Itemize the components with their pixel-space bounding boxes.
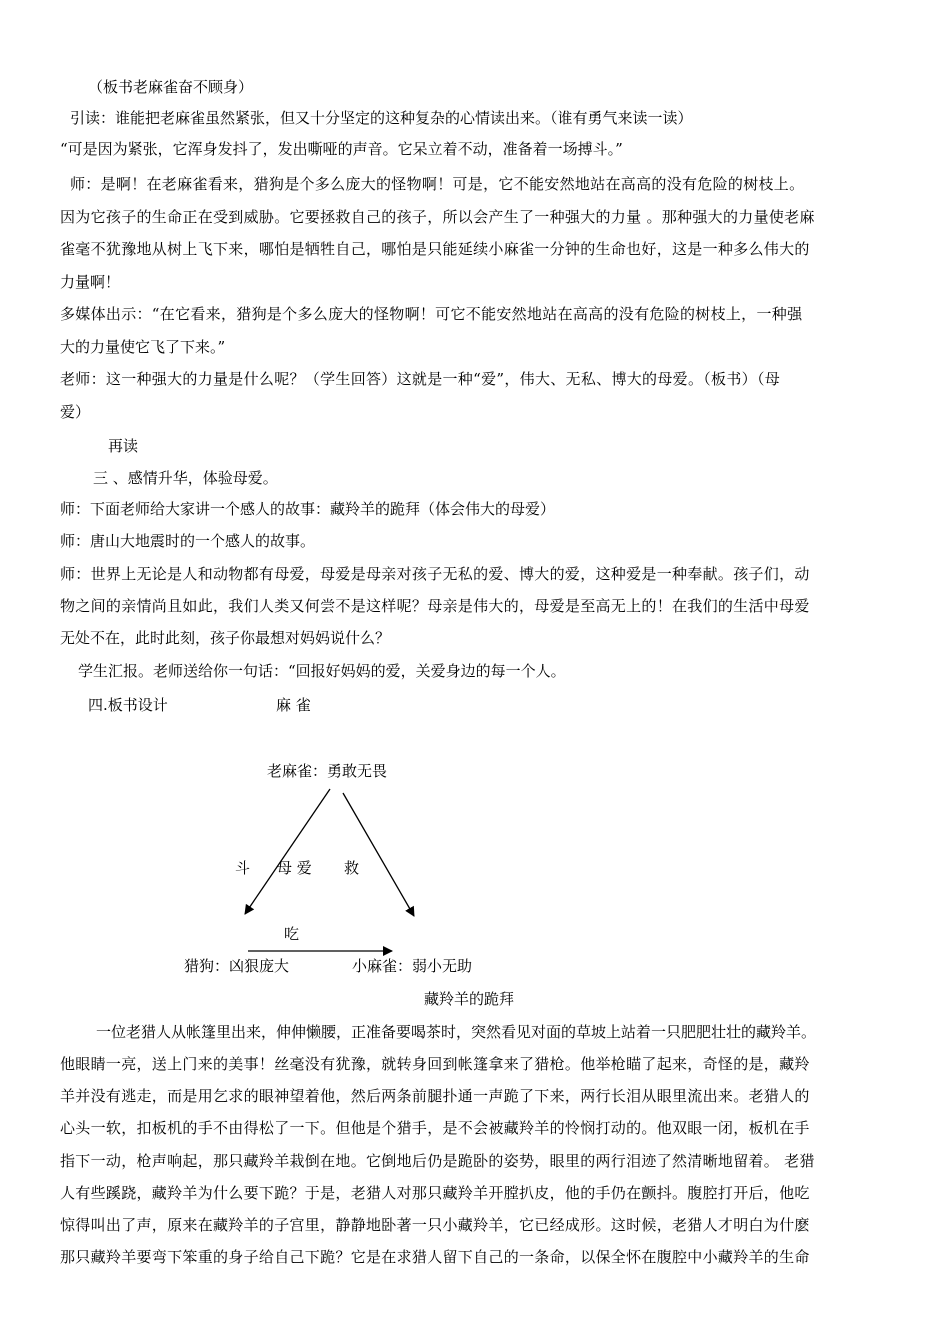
diagram-save-label: 救: [344, 859, 360, 877]
diagram-dog-label: 猎狗：凶狠庞大: [184, 957, 290, 975]
teacher-paragraph-line-1: 师：是啊！在老麻雀看来，猎狗是个多么庞大的怪物啊！可是，它不能安然地站在高高的没有危险的树枝上。: [70, 175, 805, 193]
board-design-title: 麻 雀: [276, 696, 311, 714]
multimedia-line-1: 多媒体出示：“在它看来，猎狗是个多么庞大的怪物啊！可它不能安然地站在高高的没有危险的树枝上，一种强: [60, 305, 803, 323]
maternal-love-line-2: 物之间的亲情尚且如此，我们人类又何尝不是这样呢？母亲是伟大的，母爱是至高无上的！在我们的生活中母爱: [60, 597, 810, 615]
arrow-to-dog: [245, 789, 330, 914]
story-title: 藏羚羊的跪拜: [424, 990, 515, 1008]
diagram-sparrow-label: 小麻雀：弱小无助: [352, 957, 473, 975]
diagram-fight-label: 斗: [235, 859, 251, 877]
teacher-paragraph-line-2: 因为它孩子的生命正在受到威胁。它要拯救自己的孩子，所以会产生了一种强大的力量 。那种强大的力量使老麻: [60, 208, 815, 226]
story-line: 一位老猎人从帐篷里出来，伸伸懒腰，正准备要喝茶时，突然看见对面的草坡上站着一只肥肥壮壮的藏羚羊。: [96, 1023, 817, 1041]
maternal-love-line-3: 无处不在，此时此刻，孩子你最想对妈妈说什么？: [60, 629, 391, 647]
diagram-top-label: 老麻雀：勇敢无畏: [267, 762, 388, 780]
section-three-heading: 三 、感情升华，体验母爱。: [93, 469, 278, 487]
story-line: 那只藏羚羊要弯下笨重的身子给自己下跪？它是在求猎人留下自己的一条命，以保全怀在腹腔中小藏羚羊的生命: [60, 1248, 810, 1266]
reread-line: 再读: [108, 437, 139, 455]
teacher-paragraph-line-4: 力量啊！: [60, 273, 121, 291]
teacher-question-line-1: 老师：这一种强大的力量是什么呢？（学生回答）这就是一种“爱”，伟大、无私、博大的母爱。（板书）（母: [60, 370, 781, 388]
maternal-love-line-1: 师：世界上无论是人和动物都有母爱，母爱是母亲对孩子无私的爱、博大的爱，这种爱是一种奉献。孩子们，动: [60, 565, 810, 583]
board-design-heading: 四.板书设计: [88, 696, 168, 714]
story-line: 指下一动，枪声响起，那只藏羚羊栽倒在地。它倒地后仍是跪卧的姿势，眼里的两行泪迹了然清晰地留着。 老猎: [60, 1152, 815, 1170]
story-line: 他眼睛一亮，送上门来的美事！丝毫没有犹豫，就转身回到帐篷拿来了猎枪。他举枪瞄了起来，奇怪的是，藏羚: [60, 1055, 810, 1073]
story-line: 心头一软，扣板机的手不由得松了一下。但他是个猎手，是不会被藏羚羊的怜悯打动的。他双眼一闭，板机在手: [60, 1119, 810, 1137]
story-line: 人有些蹊跷，藏羚羊为什么要下跪？于是，老猎人对那只藏羚羊开膛扒皮，他的手仍在颤抖。腹腔打开后，他吃: [60, 1184, 810, 1202]
arrow-to-sparrow: [343, 793, 414, 916]
earthquake-story-line: 师：唐山大地震时的一个感人的故事。: [60, 532, 316, 550]
teacher-paragraph-line-3: 雀毫不犹豫地从树上飞下来，哪怕是牺牲自己，哪怕是只能延续小麻雀一分钟的生命也好，这是一种多么伟大的: [60, 240, 810, 258]
guided-reading-line: 引读：谁能把老麻雀虽然紧张，但又十分坚定的这种复杂的心情读出来。（谁有勇气来读一读）: [70, 109, 693, 127]
story-line: 羊并没有逃走，而是用乞求的眼神望着他，然后两条前腿扑通一声跪了下来，两行长泪从眼里流出来。老猎人的: [60, 1087, 810, 1105]
diagram-love-label: 母 爱: [277, 859, 312, 877]
multimedia-line-2: 大的力量使它飞了下来。”: [60, 338, 226, 356]
quote-line: “可是因为紧张，它浑身发抖了，发出嘶哑的声音。它呆立着不动，准备着一场搏斗。”: [60, 140, 623, 158]
student-report-line: 学生汇报。老师送给你一句话：“回报好妈妈的爱，关爱身边的每一个人。: [78, 662, 566, 680]
diagram-eat-label: 吃: [284, 925, 300, 943]
board-note-line: （板书老麻雀奋不顾身）: [88, 78, 254, 96]
story-line: 惊得叫出了声，原来在藏羚羊的子宫里，静静地卧著一只小藏羚羊，它已经成形。这时候，老猎人才明白为什麽: [60, 1216, 810, 1234]
teacher-question-line-2: 爱）: [60, 403, 91, 421]
story-intro-line: 师：下面老师给大家讲一个感人的故事：藏羚羊的跪拜（体会伟大的母爱）: [60, 500, 556, 518]
